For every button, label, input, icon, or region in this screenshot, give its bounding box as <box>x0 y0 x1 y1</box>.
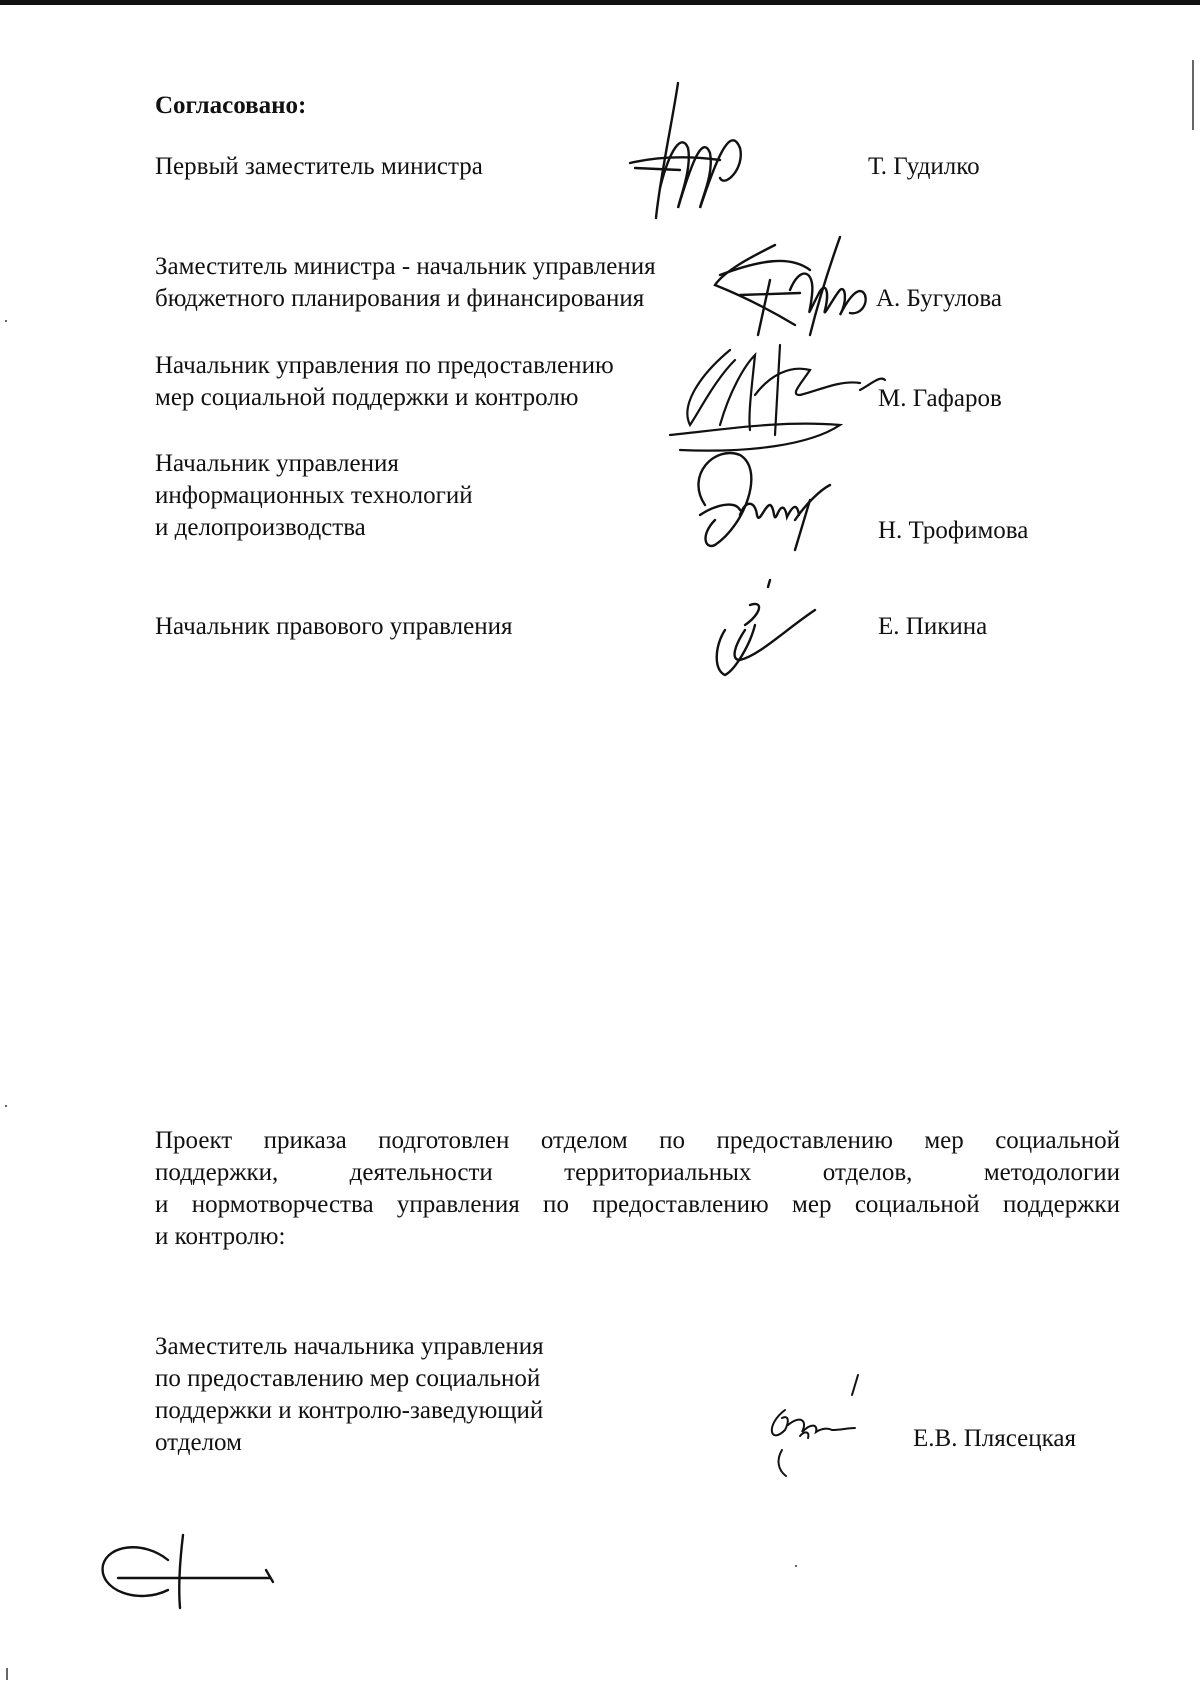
signature-2 <box>700 235 880 345</box>
initials-signature <box>98 1530 288 1610</box>
signatory-4-name: Н. Трофимова <box>878 517 1029 544</box>
signatory-3-position <box>155 350 614 414</box>
scan-edge-mark <box>1192 60 1194 130</box>
scan-top-edge <box>0 0 1200 5</box>
signatory-3-position-line-1: Начальник управления по предоставлению <box>155 352 614 379</box>
scan-speck <box>6 1668 8 1680</box>
signature-4 <box>685 445 835 555</box>
preparer-name: Е.В. Плясецкая <box>913 1425 1076 1452</box>
preparer-position <box>155 1331 544 1459</box>
paragraph-line-4: и контролю: <box>155 1223 286 1250</box>
approval-heading: Согласовано: <box>155 92 307 119</box>
scan-speck <box>5 320 7 322</box>
signatory-4-position-line-1: Начальник управления <box>155 450 399 477</box>
paragraph-line-1: Проект приказа подготовлен отделом по предоставлению мер социальной <box>155 1127 1120 1154</box>
signatory-3-position-line-2: мер социальной поддержки и контролю <box>155 384 579 411</box>
preparer-signature <box>760 1370 880 1480</box>
prepared-by-paragraph <box>155 1125 1120 1253</box>
signatory-2-position-line-2: бюджетного планирования и финансирования <box>155 285 645 312</box>
paragraph-line-2: поддержки, деятельности территориальных отделов, методологии <box>155 1159 1120 1186</box>
signatory-2-position-line-1: Заместитель министра - начальник управления <box>155 253 656 280</box>
signatory-2-name: А. Бугулова <box>876 285 1002 312</box>
scan-speck <box>795 1565 797 1567</box>
signatory-4-position <box>155 448 473 544</box>
paragraph-line-3: и нормотворчества управления по предоставлению мер социальной поддержки <box>155 1191 1120 1218</box>
preparer-position-line-1: Заместитель начальника управления <box>155 1333 544 1360</box>
scan-speck <box>5 1105 7 1107</box>
signatory-1-position: Первый заместитель министра <box>155 153 483 180</box>
signature-5 <box>705 575 825 685</box>
signatory-2-position <box>155 251 656 315</box>
signatory-1-name: Т. Гудилко <box>868 153 980 180</box>
signature-1 <box>620 78 780 228</box>
signatory-4-position-line-2: информационных технологий <box>155 482 473 509</box>
preparer-position-line-3: поддержки и контролю-заведующий <box>155 1397 544 1424</box>
signatory-3-name: М. Гафаров <box>878 385 1002 412</box>
signature-3 <box>660 335 900 455</box>
signatory-5-name: Е. Пикина <box>878 613 988 640</box>
signatory-4-position-line-3: и делопроизводства <box>155 514 366 541</box>
signatory-5-position: Начальник правового управления <box>155 613 513 640</box>
preparer-position-line-4: отделом <box>155 1429 242 1456</box>
preparer-position-line-2: по предоставлению мер социальной <box>155 1365 541 1392</box>
